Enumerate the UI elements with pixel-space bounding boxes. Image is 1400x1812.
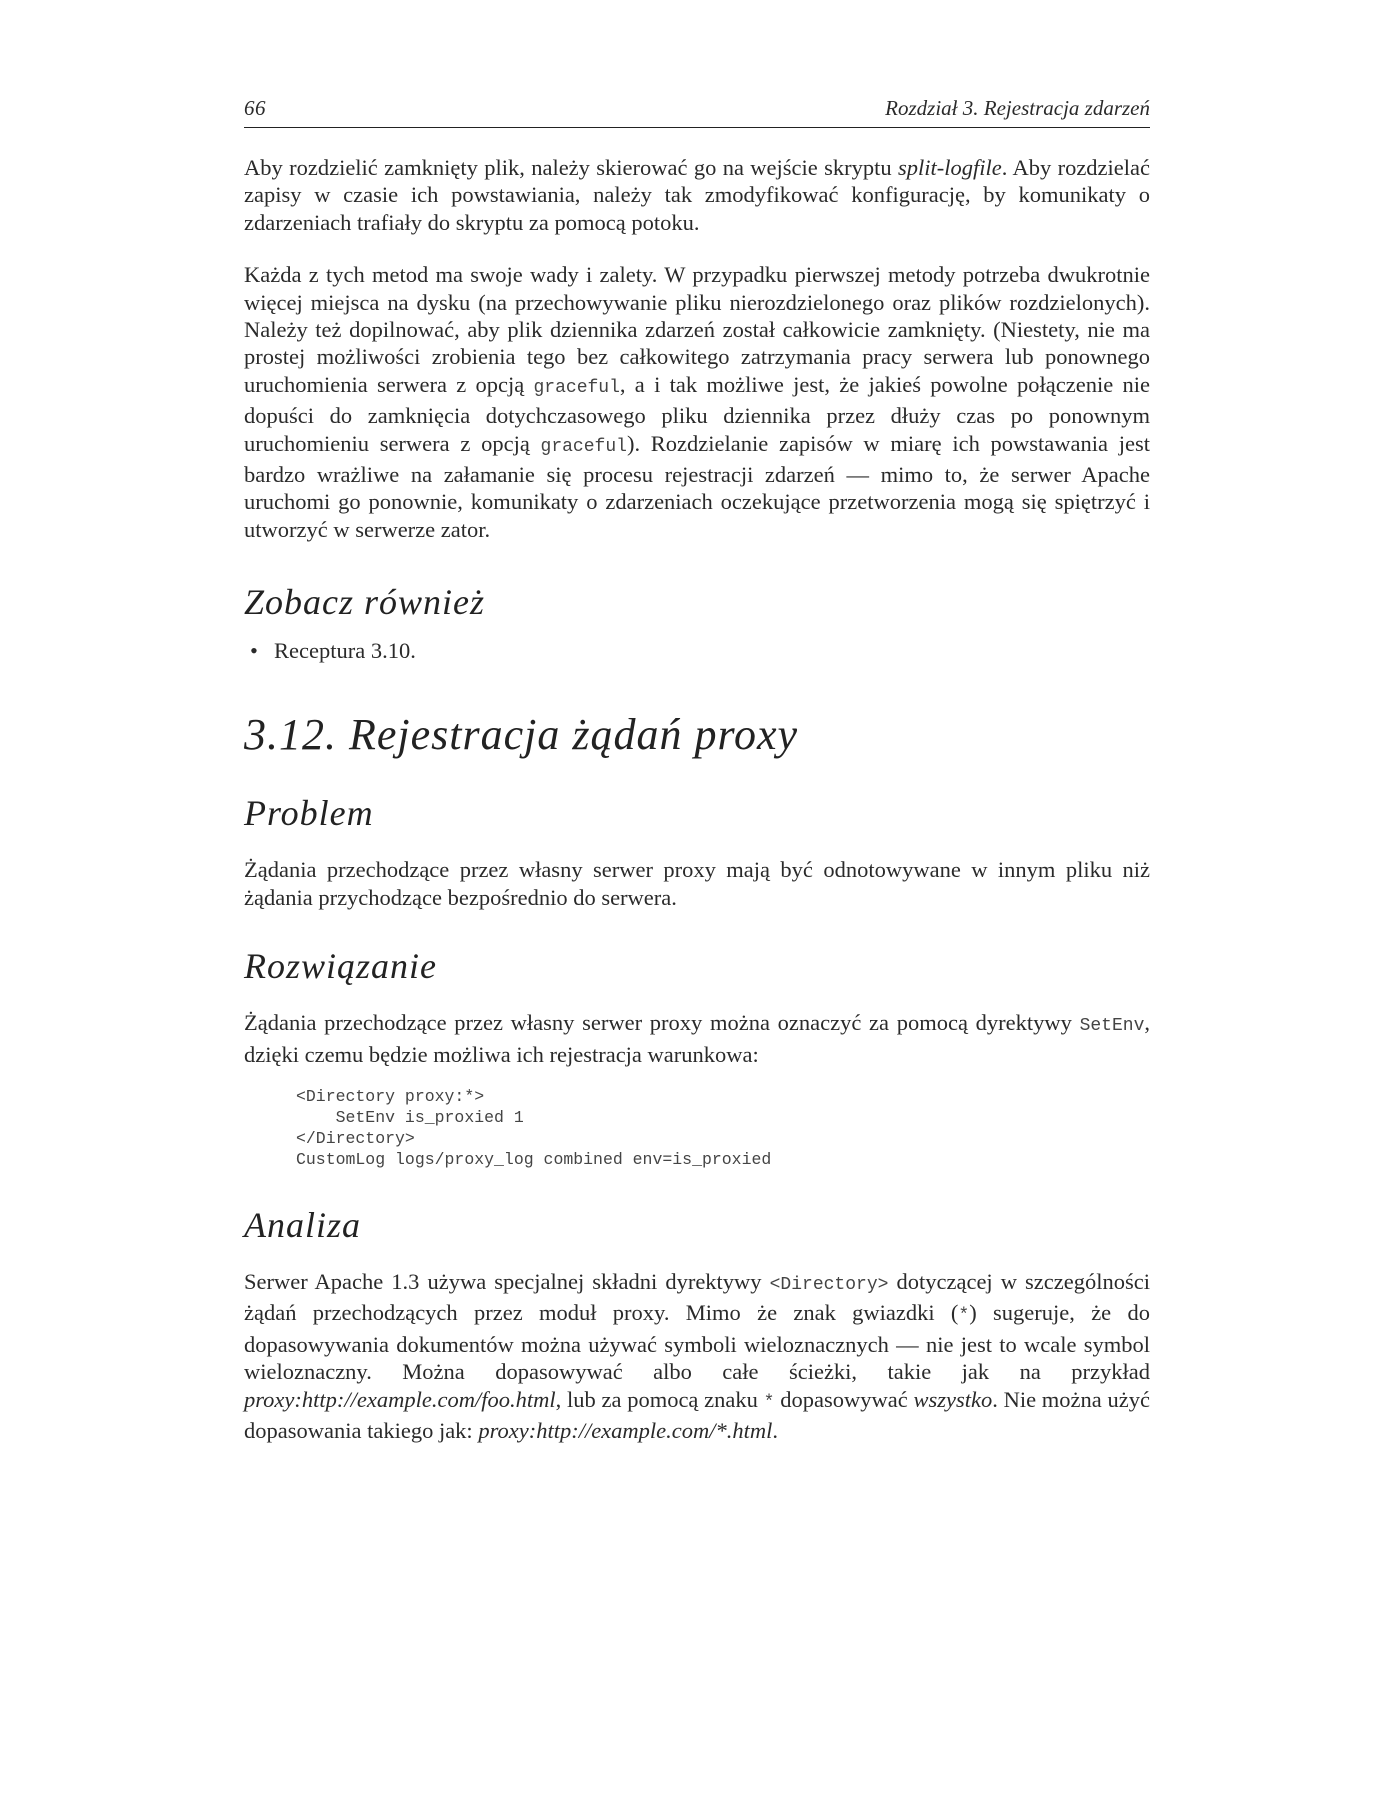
inline-code: * — [958, 1306, 970, 1327]
running-header — [244, 96, 1150, 128]
text-run: , a i tak możliwe jest, że jakieś powolne połączenie nie dopuści do zamknięcia dotychczasowego pliku dziennika przez dłuży czas po ponownym uruchomieniu serwera z opcją — [244, 371, 1150, 456]
list-item: • Receptura 3.10. — [244, 637, 1150, 665]
solution-heading: Rozwiązanie — [244, 946, 438, 987]
chapter-title: Rozdział 3. Rejestracja zdarzeń — [885, 96, 1150, 120]
problem-text: Żądania przechodzące przez własny serwer proxy mają być odnotowywane w innym pliku niż żądania przychodzące bezpośrednio do serwera. — [244, 857, 1150, 910]
script-name: split-logfile — [897, 155, 1002, 180]
solution-text — [244, 1009, 1150, 1068]
see-also-list — [244, 637, 1150, 665]
intro-paragraph-1 — [244, 154, 1150, 236]
text-run: Serwer Apache 1.3 używa specjalnej składni dyrektywy — [244, 1268, 770, 1294]
inline-code: graceful — [540, 436, 627, 457]
section-title: 3.12. Rejestracja żądań proxy — [244, 710, 799, 760]
intro-paragraph-2 — [244, 261, 1150, 543]
text-run: Żądania przechodzące przez własny serwer proxy można oznaczyć za pomocą dyrektywy — [244, 1010, 1080, 1036]
text-run: . Aby rozdzielać zapisy w czasie ich powstawiania, należy tak zmodyfikować konfigurację, by komunikaty o zdarzeniach trafiały do skryptu za pomocą potoku. — [244, 155, 1151, 235]
inline-code: graceful — [533, 377, 620, 398]
text-run: , dzięki czemu będzie możliwa ich rejestracja warunkowa: — [244, 1010, 1150, 1067]
example-url: proxy:http://example.com/*.html — [478, 1417, 773, 1443]
inline-code: SetEnv — [1079, 1016, 1145, 1037]
text-run: . — [772, 1417, 779, 1443]
inline-code: <Directory> — [769, 1274, 889, 1295]
text-run: Każda z tych metod ma swoje wady i zalety. W przypadku pierwszej metody potrzeba dwukrotnie więcej miejsca na dysku (na przechowywanie pliku nierozdzielonego oraz plików rozdzielonych). Należy też dopilnować, aby plik dziennika zdarzeń został całkowicie zamknięty. (Niestety, nie ma prostej możliwości zrobienia tego bez całkowitego zatrzymania pracy serwera lub ponownego uruchomienia serwera z opcją — [244, 262, 1150, 397]
text-run: ). Rozdzielanie zapisów w miarę ich powstawania jest bardzo wrażliwe na załamanie się procesu rejestracji zdarzeń — mimo to, że serwer Apache uruchomi go ponownie, komunikaty o zdarzeniach oczekujące przetworzenia mogą się spiętrzyć i utworzyć w serwerze zator. — [244, 430, 1150, 542]
see-also-heading: Zobacz również — [244, 582, 486, 623]
text-run: dotyczącej w szczególności żądań przechodzących przez moduł proxy. Mimo że znak gwiazdki ( — [244, 1268, 1150, 1326]
book-page — [244, 96, 1150, 1444]
page-number: 66 — [244, 96, 266, 120]
text-run: . Nie można użyć dopasowania takiego jak: — [244, 1386, 1151, 1443]
text-run: dopasowywać — [774, 1386, 914, 1412]
analysis-text — [244, 1268, 1150, 1444]
code-block: <Directory proxy:*> SetEnv is_proxied 1 </Directory> CustomLog logs/proxy_log combined env=is_proxied — [296, 1086, 772, 1169]
problem-heading: Problem — [244, 793, 374, 834]
text-run: Aby rozdzielić zamknięty plik, należy skierować go na wejście skryptu — [244, 155, 898, 180]
text-run: ) sugeruje, że do dopasowywania dokumentów można używać symboli wieloznacznych — nie jest to wcale symbol wieloznaczny. Można dopasowywać albo całe ścieżki, takie jak na przykład — [244, 1300, 1150, 1385]
text-run: , lub za pomocą znaku — [555, 1386, 764, 1412]
inline-code: * — [763, 1392, 775, 1413]
emphasis: wszystko — [913, 1386, 993, 1412]
analysis-heading: Analiza — [244, 1204, 362, 1245]
example-url: proxy:http://example.com/foo.html — [244, 1386, 556, 1412]
